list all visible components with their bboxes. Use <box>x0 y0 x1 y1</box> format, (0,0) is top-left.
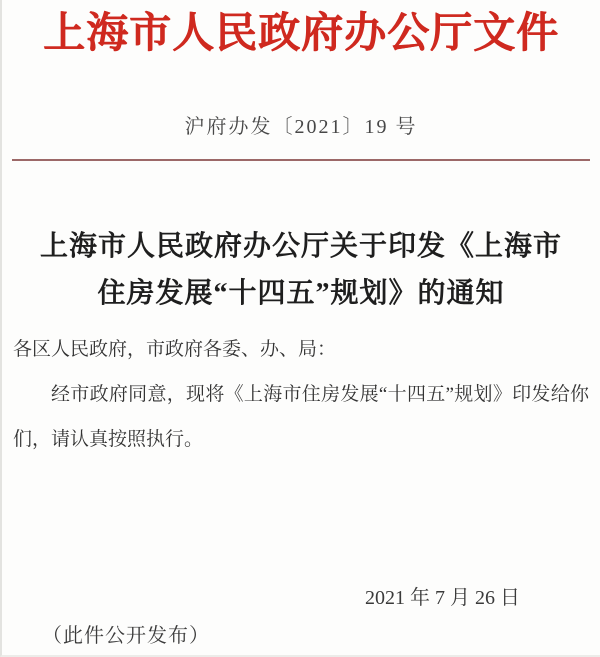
letterhead-title: 上海市人民政府办公厅文件 <box>42 11 559 57</box>
salutation-line: 各区人民政府，市政府各委、办、局： <box>13 339 337 360</box>
body-paragraph: 经市政府同意，现将《上海市住房发展“十四五”规划》印发给你们，请认真按照执行。 <box>13 384 589 450</box>
document-title <box>22 223 580 317</box>
document-number: 沪府办发〔2021〕19 号 <box>184 116 418 138</box>
issue-date: 2021 年 7 月 26 日 <box>365 587 520 609</box>
document-title-line-2: 住房发展“十四五”规划》的通知 <box>97 278 505 309</box>
red-divider-line <box>12 159 590 161</box>
document-title-line-1: 上海市人民政府办公厅关于印发《上海市 <box>39 231 562 262</box>
public-release-note: （此件公开发布） <box>42 625 210 647</box>
document-body <box>13 327 589 462</box>
